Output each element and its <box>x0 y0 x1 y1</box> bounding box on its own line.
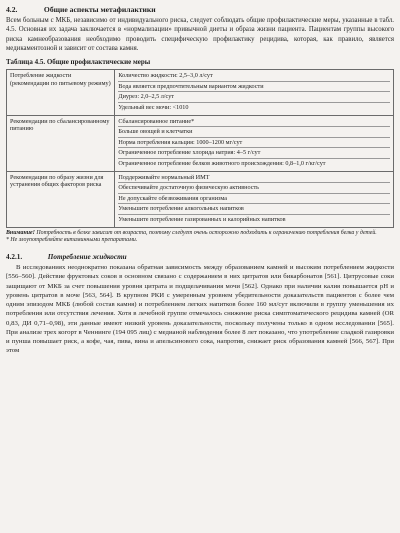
table-title: Таблица 4.5. Общие профилактические меры <box>6 58 151 67</box>
table-line: Норма потребления кальция: 1000–1200 мг/сут <box>118 139 390 149</box>
table-row-content <box>115 70 394 115</box>
table-line: Диурез: 2,0–2,5 л/сут <box>118 93 390 103</box>
table-line: Ограниченное потребление белков животного происхождения: 0,8–1,0 г/кг/сут <box>118 159 326 167</box>
table-footnote: * Не злоупотребляйте витаминными препаратами. <box>6 236 138 243</box>
table-line: Уменьшите потребление алкогольных напитков <box>118 205 390 215</box>
section-title: Общие аспекты метафилактики <box>43 5 156 14</box>
subsection-number: 4.2.1. <box>6 253 23 262</box>
table-line: Вода является предпочтительным вариантом жидкости <box>118 83 390 93</box>
subsection-heading <box>6 253 394 261</box>
table-line: Не допускайте обезвоживания организма <box>118 195 390 205</box>
table-row-content <box>115 115 394 171</box>
subsection-paragraph: В исследованиях неоднократно показана обратная зависимость между образованием камней и высоким потреблением жидкости [556–560]. Действие фруктовых соков в основном связано с содержанием в них цитратов или бикарбонатов [561]. Цитрусовые соки защищают от МКБ за счет повышения уровня цитрата и подщелачивания мочи [562]. Однако при наличии калия повышается pH и уровень цитратов в моче [563, 564]. В крупном РКИ с умеренным уровнем убедительности доказательств пациентов с более чем одним эпизодом МКБ (любой состав камня) и потреблением легких напитков более 160 мл/сут включили в группу уменьшения их потребления или отсутствия лечения. Хотя в лечебной группе отмечалось снижение риска симптоматического рецидива камней (OR 0,83, ДИ 0,71–0,98), эти данные имеют низкий уровень доказательности, поскольку получены только в одном исследовании [565]. При анализе трех когорт в Ченнинге (194 095 лиц) с медианой наблюдения более 8 лет показано, что употребление сладкой газировки и пунша повышает риск, а кофе, чая, пива, вина и апельсинового сока, напротив, снижает риск образования камней [566, 567]. При этом <box>6 264 394 355</box>
table-warning-note <box>6 230 394 237</box>
table-line: Количество жидкости: 2,5–3,0 л/сут <box>118 72 390 82</box>
table-line: Больше овощей и клетчатки <box>118 128 390 138</box>
section-number: 4.2. <box>6 5 18 14</box>
table-row-content <box>115 171 394 227</box>
warning-label: Внимание! <box>6 229 35 236</box>
table-line: Поддерживайте нормальный ИМТ <box>118 174 390 184</box>
table-line: Обеспечивайте достаточную физическую активность <box>118 184 390 194</box>
table-notes <box>6 230 394 245</box>
subsection-title: Потребление жидкости <box>47 253 127 262</box>
section-heading <box>6 5 394 14</box>
section-paragraph: Всем больным с МКБ, независимо от индивидуального риска, следует соблюдать общие профилактические меры, указанные в табл. 4.5. Основная их задача заключается в «нормализации» привычной диеты и образа жизни пациента. Пациентам группы высокого риска камнеобразования необходимо проводить специфическую профилактику рецидива, которая, как правило, является медикаментозной и зависит от состава камня. <box>6 17 394 52</box>
table-row-label: Потребление жидкости (рекомендации по питьевому режиму) <box>7 70 115 115</box>
table-line: Сбалансированное питание* <box>118 118 390 128</box>
document-page <box>6 5 394 356</box>
table-row <box>7 115 394 171</box>
table-line: Удельный вес мочи: <1010 <box>118 103 189 111</box>
prevention-table <box>6 69 394 227</box>
table-row-label: Рекомендации по сбалансированному питанию <box>7 115 115 171</box>
table-line: Уменьшите потребление газированных и калорийных напитков <box>118 215 286 223</box>
warning-text: Потребность в белке зависит от возраста, поэтому следует очень осторожно подходить к ограничению потребления белка у детей. <box>34 229 377 236</box>
table-line: Ограниченное потребление хлорида натрия: 4–5 г/сут <box>118 149 390 159</box>
table-row-label: Рекомендации по образу жизни для устранения общих факторов риска <box>7 171 115 227</box>
table-row <box>7 171 394 227</box>
table-row <box>7 70 394 115</box>
